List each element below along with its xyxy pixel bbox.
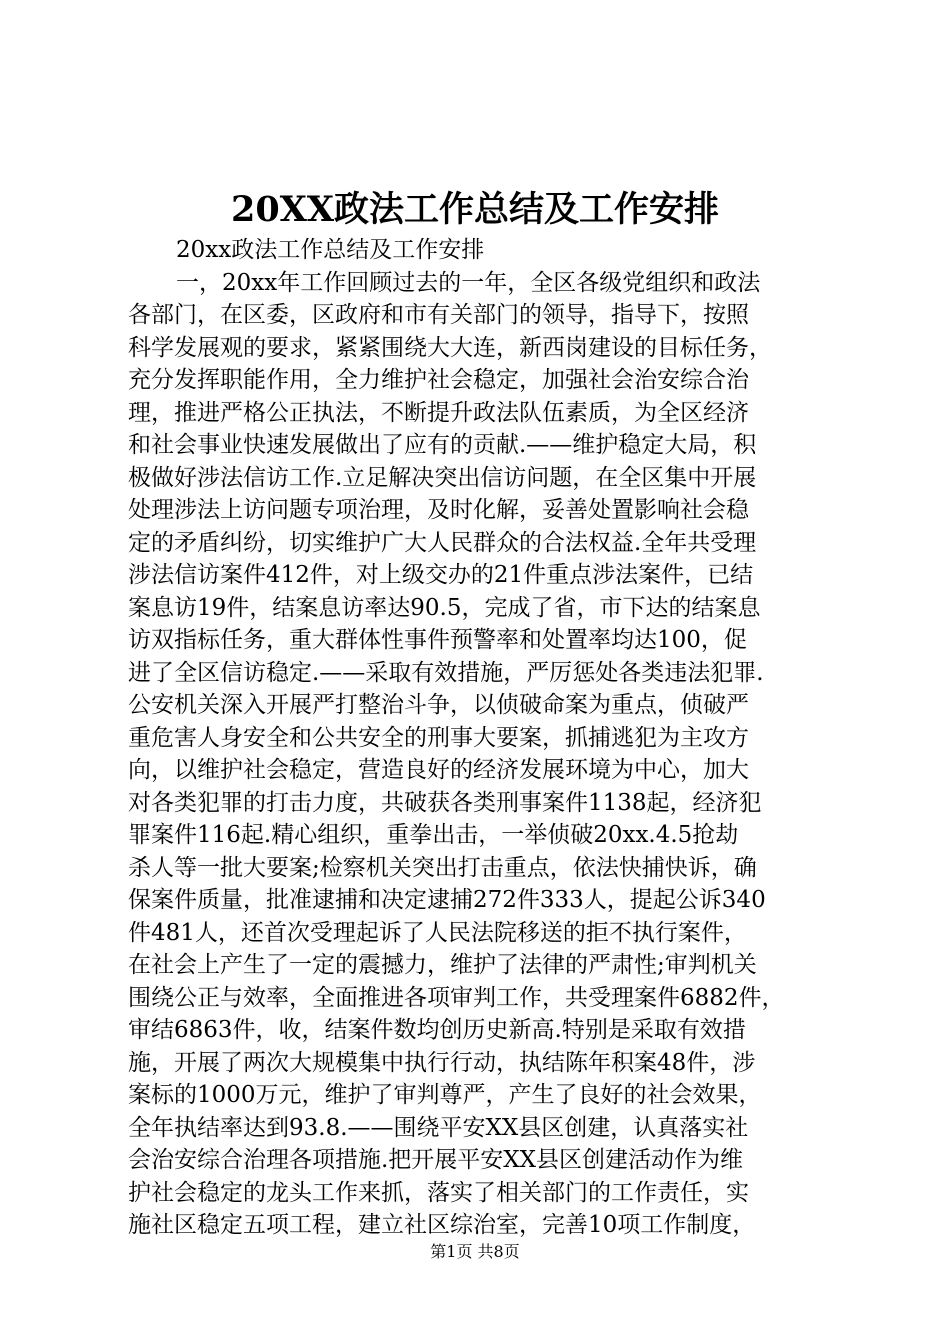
paragraph-line: 进了全区信访稳定.——采取有效措施，严厉惩处各类违法犯罪. [128,659,764,686]
subtitle-line: 20xx政法工作总结及工作安排 [176,237,485,263]
paragraph-line: 和社会事业快速发展做出了应有的贡献.——维护稳定大局，积 [128,432,757,458]
paragraph-line: 充分发挥职能作用，全力维护社会稳定，加强社会治安综合治 [128,367,749,393]
paragraph-line: 护社会稳定的龙头工作来抓，落实了相关部门的工作责任，实 [128,1179,749,1206]
paragraph-line: 施社区稳定五项工程，建立社区综治室，完善10项工作制度， [128,1212,756,1238]
document-title: 20XX政法工作总结及工作安排 [230,189,720,230]
paragraph-line: 件481人，还首次受理起诉了人民法院移送的拒不执行案件， [128,919,747,946]
paragraph-line: 各部门，在区委，区政府和市有关部门的领导，指导下，按照 [128,302,749,328]
paragraph-line: 杀人等一批大要案;检察机关突出打击重点，依法快捕快诉，确 [128,854,757,881]
paragraph-line: 科学发展观的要求，紧紧围绕大大连，新西岗建设的目标任务， [128,334,772,361]
paragraph-line: 案息访19件，结案息访率达90.5，完成了省，市下达的结案息 [128,594,761,621]
document-body [128,234,840,1242]
paragraph-line: 公安机关深入开展严打整治斗争，以侦破命案为重点，侦破严 [128,692,749,718]
paragraph-line: 重危害人身安全和公共安全的刑事大要案，抓捕逃犯为主攻方 [128,724,749,751]
paragraph-line: 案标的1000万元，维护了审判尊严，产生了良好的社会效果， [128,1082,762,1108]
paragraph-line: 极做好涉法信访工作.立足解决突出信访问题，在全区集中开展 [128,464,757,491]
paragraph-line: 向，以维护社会稳定，营造良好的经济发展环境为中心，加大 [128,757,749,783]
paragraph-line: 对各类犯罪的打击力度，共破获各类刑事案件1138起，经济犯 [128,789,762,816]
paragraph-line: 施，开展了两次大规模集中执行行动，执结陈年积案48件，涉 [128,1049,756,1076]
paragraph-line: 全年执结率达到93.8.——围绕平安XX县区创建，认真落实社 [128,1114,749,1141]
paragraph-line: 定的矛盾纠纷，切实维护广大人民群众的合法权益.全年共受理 [128,529,757,556]
paragraph-line: 涉法信访案件412件，对上级交办的21件重点涉法案件，已结 [128,562,754,588]
paragraph-line: 围绕公正与效率，全面推进各项审判工作，共受理案件6882件， [128,984,785,1011]
paragraph-line: 一，20xx年工作回顾过去的一年，全区各级党组织和政法 [176,269,761,296]
page-number-footer: 第1页 共8页 [430,1242,520,1261]
paragraph-line: 会治安综合治理各项措施.把开展平安XX县区创建活动作为维 [128,1147,744,1173]
paragraph-line: 理，推进严格公正执法，不断提升政法队伍素质，为全区经济 [128,399,749,426]
paragraph-line: 保案件质量，批准逮捕和决定逮捕272件333人，提起公诉340 [128,887,766,913]
paragraph-line: 审结6863件，收，结案件数均创历史新高.特别是采取有效措 [128,1017,746,1043]
paragraph-line: 处理涉法上访问题专项治理，及时化解，妥善处置影响社会稳 [128,497,749,523]
paragraph-line: 罪案件116起.精心组织，重拳出击，一举侦破20xx.4.5抢劫 [128,822,739,848]
paragraph-line: 访双指标任务，重大群体性事件预警率和处置率均达100，促 [128,627,747,653]
paragraph-line: 在社会上产生了一定的震撼力，维护了法律的严肃性;审判机关 [128,952,757,978]
